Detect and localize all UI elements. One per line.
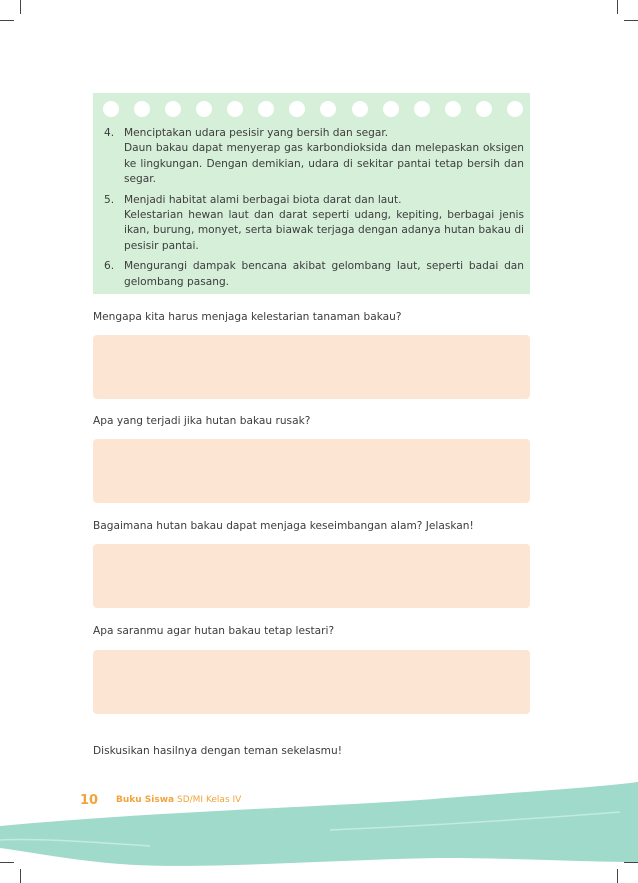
book-label [116,795,241,805]
question-2: Apa yang terjadi jika hutan bakau rusak? [93,415,311,427]
item-line: Mengurangi dampak bencana akibat gelombang laut, seperti badai dan gelombang pasang. [124,260,524,288]
book-title: Buku Siswa [116,795,175,805]
item-number: 5. [104,193,115,206]
item-line: Menjadi habitat alami berbagai biota darat dan laut. [124,193,402,206]
item-line: Daun bakau dapat menyerap gas karbondioksida dan melepaskan oksigen ke lingkungan. Dengan demikian, udara di sekitar pantai tetap bersih dan segar. [124,142,524,186]
question-3: Bagaimana hutan bakau dapat menjaga keseimbangan alam? Jelaskan! [93,520,474,532]
item-line: Kelestarian hewan laut dan darat seperti udang, kepiting, berbagai jenis ikan, burung, monyet, serta biawak terjaga dengan adanya hutan bakau di pesisir pantai. [124,209,524,252]
item-line: Menciptakan udara pesisir yang bersih dan segar. [124,127,389,139]
closing-instruction: Diskusikan hasilnya dengan teman sekelasmu! [93,745,342,757]
question-4: Apa saranmu agar hutan bakau tetap lestari? [93,625,335,637]
question-1: Mengapa kita harus menjaga kelestarian tanaman bakau? [93,311,402,323]
book-subtitle: SD/MI Kelas IV [176,795,242,805]
page-number: 10 [73,787,105,815]
item-number: 6. [104,260,115,273]
item-number: 4. [104,127,115,139]
